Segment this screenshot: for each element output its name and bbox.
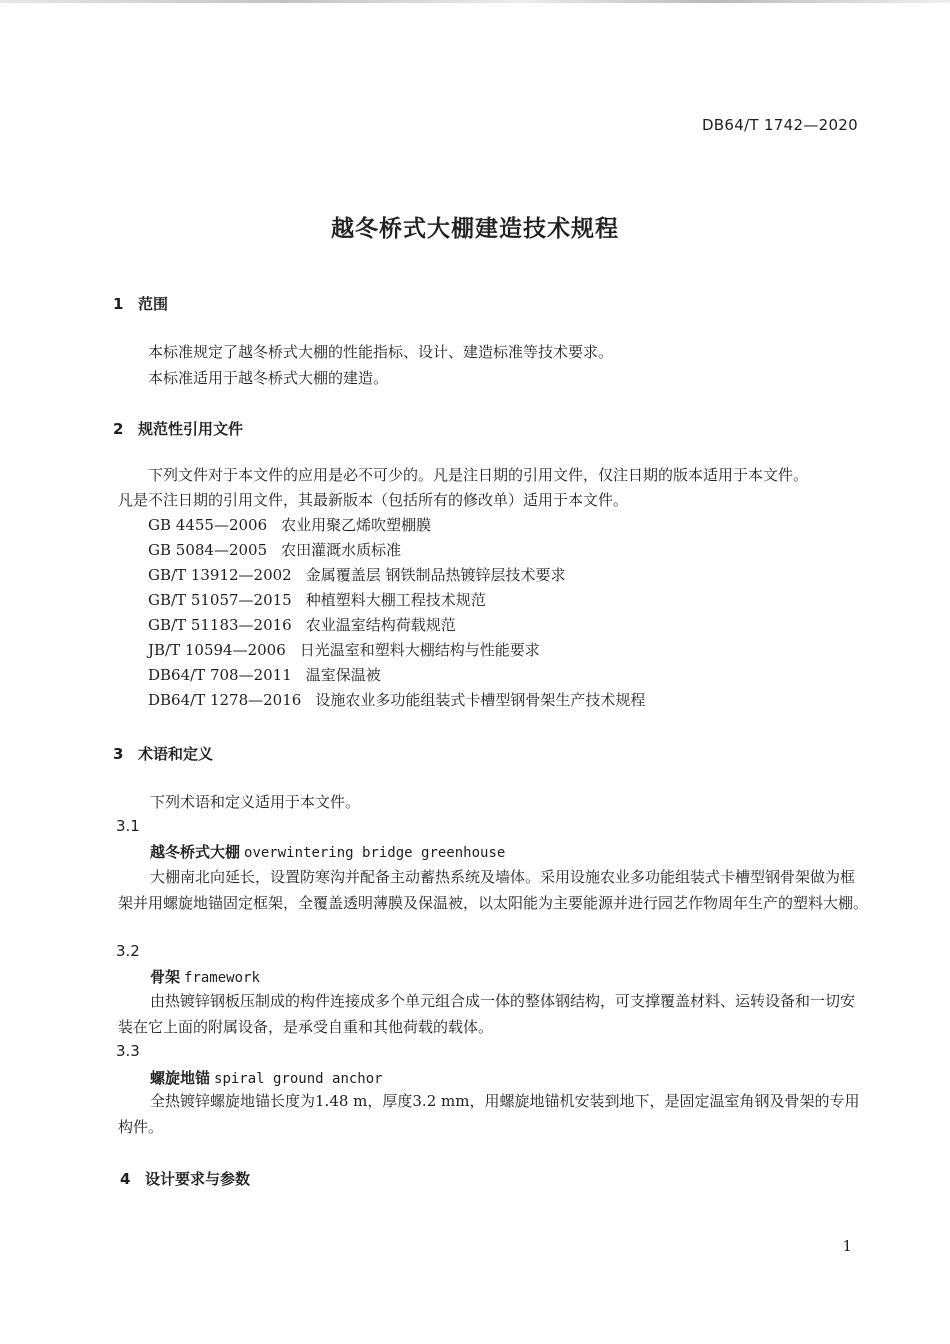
reference-code: GB 4455—2006 [148,516,268,534]
term-definition: 由热镀锌钢板压制成的构件连接成多个单元组合成一体的整体钢结构，可支撑覆盖材料、运转设备和一切安装在它上面的附属设备，是承受自重和其他荷载的载体。 [118,992,856,1036]
section-title: 设计要求与参数 [145,1170,251,1188]
reference-item [148,663,645,688]
section-4-heading [120,1168,250,1189]
term-definition: 大棚南北向延长，设置防寒沟并配备主动蓄热系统及墙体。采用设施农业多功能组装式卡槽型钢骨架做为框架并用螺旋地锚固定框架，全覆盖透明薄膜及保温被，以太阳能为主要能源并进行园艺作物周年生产的塑料大棚。 [118,868,869,912]
section-title: 范围 [138,295,169,313]
term-definition: 全热镀锌螺旋地锚长度为1.48 m，厚度3.2 mm，用螺旋地锚机安装到地下，是固定温室角钢及骨架的专用构件。 [118,1092,860,1136]
reference-item [148,513,645,538]
section-title: 规范性引用文件 [138,420,244,438]
reference-code: DB64/T 1278—2016 [148,691,302,709]
reference-item [148,563,645,588]
term-name-en: overwintering bridge greenhouse [244,845,506,861]
term-name [150,966,260,987]
reference-item [148,588,645,613]
reference-title: 日光温室和塑料大棚结构与性能要求 [299,641,540,659]
reference-item [148,613,645,638]
term-name-zh: 螺旋地锚 [150,1069,211,1087]
term-name-zh: 越冬桥式大棚 [150,843,241,861]
reference-title: 农业温室结构荷载规范 [305,616,456,634]
scope-paragraph-2: 本标准适用于越冬桥式大棚的建造。 [148,369,389,387]
scan-edge [0,0,950,3]
reference-item [148,538,645,563]
section-2-heading [113,418,243,439]
reference-code: DB64/T 708—2011 [148,666,292,684]
reference-list [148,513,645,713]
section-number: 4 [120,1170,131,1188]
section-number: 3 [113,745,124,763]
term-number: 3.1 [116,817,140,835]
section-number: 2 [113,420,124,438]
standard-code: DB64/T 1742—2020 [701,116,858,134]
term-name [150,1067,383,1088]
term-name-zh: 骨架 [150,968,181,986]
normative-intro-line-2: 凡是不注日期的引用文件，其最新版本（包括所有的修改单）适用于本文件。 [118,491,629,509]
document-title: 越冬桥式大棚建造技术规程 [331,216,619,242]
reference-title: 金属覆盖层 钢铁制品热镀锌层技术要求 [305,566,566,584]
section-number: 1 [113,295,124,313]
reference-item [148,688,645,713]
scope-paragraph-1: 本标准规定了越冬桥式大棚的性能指标、设计、建造标准等技术要求。 [148,343,614,361]
reference-code: JB/T 10594—2006 [148,641,286,659]
section-title: 术语和定义 [138,745,214,763]
normative-intro-line-1: 下列文件对于本文件的应用是必不可少的。凡是注日期的引用文件，仅注日期的版本适用于本文件。 [148,466,809,484]
term-name-en: framework [184,970,260,986]
term-number: 3.2 [116,942,140,960]
reference-item [148,638,645,663]
reference-title: 温室保温被 [305,666,381,684]
reference-code: GB/T 13912—2002 [148,566,292,584]
reference-code: GB 5084—2005 [148,541,268,559]
reference-code: GB/T 51183—2016 [148,616,292,634]
section-1-heading [113,293,168,314]
reference-title: 农田灌溉水质标准 [281,541,402,559]
term-name-en: spiral ground anchor [214,1071,383,1087]
reference-title: 农业用聚乙烯吹塑棚膜 [281,516,432,534]
terms-intro: 下列术语和定义适用于本文件。 [150,793,361,811]
reference-title: 设施农业多功能组装式卡槽型钢骨架生产技术规程 [315,691,646,709]
reference-title: 种植塑料大棚工程技术规范 [305,591,486,609]
term-name [150,841,505,862]
reference-code: GB/T 51057—2015 [148,591,292,609]
term-number: 3.3 [116,1042,140,1060]
page-number: 1 [842,1237,852,1255]
section-3-heading [113,743,213,764]
